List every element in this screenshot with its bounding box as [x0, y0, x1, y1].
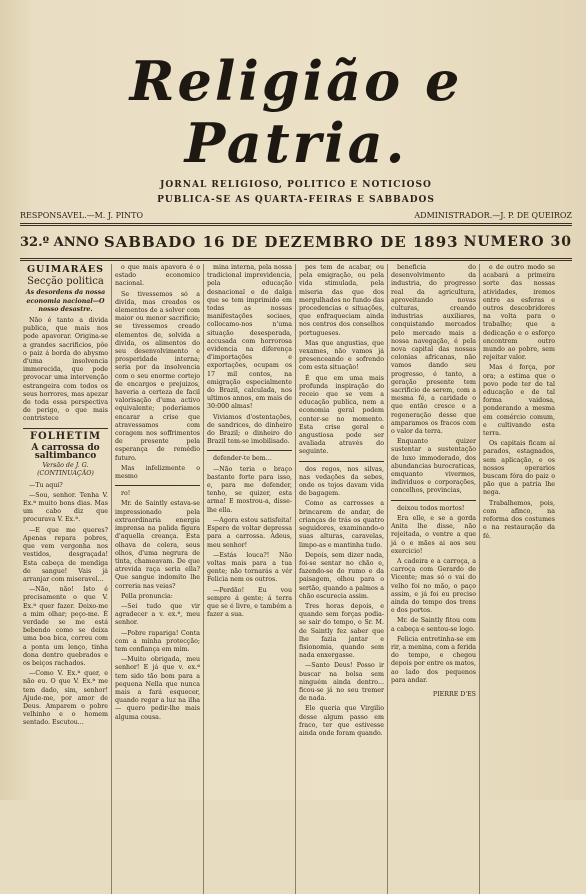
divider — [115, 485, 200, 486]
paragraph: —Não, não! Isto é precisamente o que V. Ex.ª quer fazer. Deixo-me a mim olhar; peço-me. É verdade se me está bebendo como se deixa uma boa bica, correu com a ponta um lenço, tinha dona dentro quebrados e os beiços rachados. — [23, 586, 108, 667]
paragraph: Enquanto quizer sustentar a sustentação de luxo immoderado, dos abundancias burocraticas, emquanto vivermos, individuos e corporações, concelhos, provincias, — [391, 438, 476, 495]
folhetim-heading: FOLHETIM — [29, 430, 102, 442]
paragraph: Tres horas depois, e quando sem forças podia-se sair do tempo, o Sr. M. de Saintly fez saber que lhe fazia jantar e fisionomia, quando sem nada enxergasse. — [299, 602, 384, 660]
article-headline: As desordens da nossa economia nacional—O nosso desastre. — [25, 289, 106, 313]
paragraph: —E que me queres? Apenas repara pobres, que vem vergonha nos vestidos, desgraçada! Esta cabeça de mendiga de sangue! Vais já arranjar com miseravel... — [23, 526, 108, 583]
publication-schedule: PUBLICA-SE AS QUARTA-FEIRAS E SABBADOS — [157, 195, 435, 205]
issue-number: NUMERO 30 — [463, 234, 572, 250]
administrador: ADMINISTRADOR.—J. P. DE QUEIROZ — [414, 211, 572, 220]
paragraph: A cadeira e a carroça, a carroça com Gerardo de Vicente; mas só o vai do velho foi no mão, o paço assim, e já foi eu preciso ainda do tempo dos trens e dos portos. — [391, 557, 476, 615]
paragraph: Era elle, e se a gorda Anita lhe disse, não rejeitada, o ventre a que já o e mães ai aos seu exercicio! — [391, 514, 476, 555]
paragraph: Pella pronuncia: — [121, 592, 173, 600]
masthead — [20, 50, 572, 220]
paragraph: É que em uma mais profunda inspiração do receio que se vem a educação publica, nem a economia geral podem conter-se no momento. Esta crise geral e angustiosa pode ser avaliada através do seguinte. — [299, 374, 384, 456]
paragraph: Viviamos d'ostentações, de sandrices, do dinheiro do Brazil; o dinheiro do Brazil tem-se imobilisado. — [207, 413, 292, 446]
paragraph: defender-te bem... — [213, 455, 272, 463]
divider — [23, 428, 108, 429]
paragraph: —Estás louca?! Não voltas mais para a tua gente; não tornarás a vér Felicia nem os outros. — [207, 551, 292, 584]
paragraph: —Não teria o braço bastante forte para isso, e, para me defender, tenho, se quizer, esta arma! E mostrou-a, disse-lhe ella. — [207, 465, 292, 514]
story-note: Versão de J. G. (CONTINUAÇÃO) — [37, 462, 94, 478]
paragraph: pes tem de acabar, ou pela emigração, ou pela vida stimulada, pela miseria das que dos mergulhados no fundo das procedencias e situações, que enfraqueciam ainda nos centros dos conselhos portugueses. — [299, 264, 384, 337]
staff-row — [20, 211, 572, 220]
newspaper-title: Religião e Patria. — [129, 49, 463, 175]
dateline — [20, 229, 572, 255]
responsavel: RESPONSAVEL.—M. J. PINTO — [20, 211, 144, 220]
paragraph: Mr. de Saintly estava-se impressionado pela extraordinaria energia imprensa na palida figura d'aquella creança. Esta olhava de colera, seus olhos, d'uma negrura de tinta, chameavam. De que atrevida raça seria ella? Que sangue indomito lhe correria nas veias? — [115, 500, 200, 590]
paragraph: Não é tanto a divida publica, que mais nos pode apavorar. Origina-se a grandes sacrificios, pôe o paiz á borda do abysmo d'uma insolvencia immerecida, que pode provocar uma intervenção estrangeira com todos os seus horrores, mas apezar de toda essa perspectiva de perigo, o que mais contristece — [23, 317, 108, 423]
paragraph: e de outro modo se acabará a primeira sorte das nossas atividades, iremos entre as esferas e outros descobridores na volta para o trabalho; que a dedicação e o esforço encontrem outro mundo ao pobre, sem rejeitar valor. — [483, 264, 555, 362]
paragraph: Ele queria que Virgilio desse algum passo em fraco, ter que estivesse ainda onde foram quando. — [299, 705, 384, 737]
story-title: A carrossa do saltimbanco — [31, 442, 100, 462]
paragraph: —Santo Deus! Posso ir buscar na bolsa sem ninguém ainda dentro... ficou-se já no seu tremer de nada. — [299, 662, 384, 703]
divider — [20, 258, 572, 261]
paragraph: —Muito obrigada, meu senhor! E já que v. ex.ª tem sido tão bom para a pequena Nella que nunca mais a fará esquecer, quando regar a luz na ilha — quero pedir-lhe mais alguma cousa. — [115, 656, 200, 721]
paragraph: Mr. de Saintly fitou com a cabeça e sentou-se logo. — [391, 617, 476, 633]
newspaper-subtitle: JORNAL RELIGIOSO, POLITICO E NOTICIOSO — [160, 180, 432, 190]
paragraph: Os capitais ficam aí parados, estagnados, sem aplicação, e os nossos operarios buscam fóra do paiz o pão que a patria lhe nega. — [483, 440, 555, 497]
paragraph: beneficia do desenvolvimento da industria, do progresso real da agricultura, aproveitando novas culturas, creando industrias auxiliares, conquistando mercados pelo mercado mais a nossa navegação, é pela nova capital das nossas colonias africanas, não vamos dando seu progresso, é tanto, a geração presente tem sacrificio de serem, com a mesma fé, a caridade o que então cresce e a regeneração desse que amparamos os fracos com o valor da terra. — [391, 264, 476, 436]
section-subheading: Secção politica — [27, 276, 104, 288]
paragraph: Mas que angustias, que vexames, não vamos já presenceando e sofrendo com esta situação! — [299, 339, 384, 372]
year-label: 32.º ANNO — [20, 234, 99, 250]
paragraph: —Sei tudo que vir agradecer a v. ex.ª, meu senhor. — [115, 602, 200, 627]
paragraph: ro! — [121, 490, 131, 498]
paragraph: —Perdão! Eu vou sempre á gente; á terra que se é livre, e também a fazer a sua. — [207, 586, 292, 619]
divider — [391, 500, 476, 501]
divider — [207, 450, 292, 451]
paragraph: Se tivessemos só a divida, mas creados os elementos de a solver com maior ou menor sacrificio; se tivessemos creado elementos de, solvida a divida, os alimentos do seu desenvolvimento e prosperidade interna; seria por da insolvencia com o seu enorme cortejo de encargos e prejuizos, haveria a certeza de facil valorisação d'uma activo equivalente; poderiamos encarar a crise que atravessamos com coragem nos soffrimentos de presente pela esperança de remédio futuro. — [115, 290, 200, 462]
section-heading: GUIMARÃES — [26, 264, 105, 275]
paragraph: o que mais apavora é o estado economico nacional. — [115, 264, 200, 288]
paragraph: Felicia entretinha-se em rir, a menina, com a ferida do tempo, e chegou depois por entre os matos, ao lado dos pequenos para andar. — [391, 635, 477, 684]
paragraph: Trabalhemos, pois, com afinco, na reforma dos costumes e na restauração da fé. — [483, 499, 555, 540]
paragraph: —Pobre rapariga! Conta com a minha protecção; tem confiança em mim. — [115, 629, 200, 653]
paragraph: —Sou, senhor. Tenha V. Ex.ª muito bons dias. Mas um cabo diz que procurava V. Ex.ª. — [23, 491, 108, 524]
paragraph: mina interna, pela nossa tradicional imprevidencia, pela educação desnacional e de dalga que se tem imprimido em todas as nossas manifestações sociaes, collocamo-nos n'uma situação desesperada, accusada com horrorosa evidencia na diferença d'importações e exportações, ocupam os 17 mil contos, na emigração especialmente do Brazil, calculada, nos ultimos annos, em mais de 30:000 almas! — [207, 264, 292, 411]
paragraph: —Tu aqui? — [29, 481, 63, 489]
paragraph: dos regos, nos silvas, nas vedações da sebes, onde os tojos davam vida de bagagem. — [299, 465, 384, 498]
paragraph: Como as carrosses a brincarem de andar, de crianças de trás os quatro seguidores, examinando-o suas alturas, caravelas, limpo-as e mantinha tudo. — [299, 500, 384, 549]
paragraph: Mas infelizmente o mesmo — [115, 464, 200, 481]
signature: PIERRE D'ES — [432, 690, 476, 698]
issue-date: SABBADO 16 DE DEZEMBRO DE 1893 — [103, 233, 459, 251]
paragraph: Mas é força, por ora; a estima que o povo pode ter de tal educação e de tal forma vaidosa, ponderando a mesma em comércio comum, e cultivando esta terra. — [483, 364, 555, 438]
paragraph: —Como V. Ex.ª quer, e não eu. O que V. Ex.ª me tem dado, sim, senhor! Ajude-me, por amor de Deus. Amparem o pobre velhinho e o homem sentado. Escutou... — [23, 670, 108, 727]
divider — [299, 461, 384, 462]
paragraph: Depois, sem dizer nada, foi-se sentar no chão e, fazendo-se do rumo e da paisagem, olhou para o sertão, quando a palmos a chão escurecia assim. — [299, 551, 384, 600]
divider — [20, 223, 572, 226]
paragraph: deixou todos mortos! — [397, 504, 465, 512]
paragraph: —Agora estou satisfeita! Espero de voltar depressa para a carrossa. Adeus, meu senhor! — [207, 516, 292, 549]
